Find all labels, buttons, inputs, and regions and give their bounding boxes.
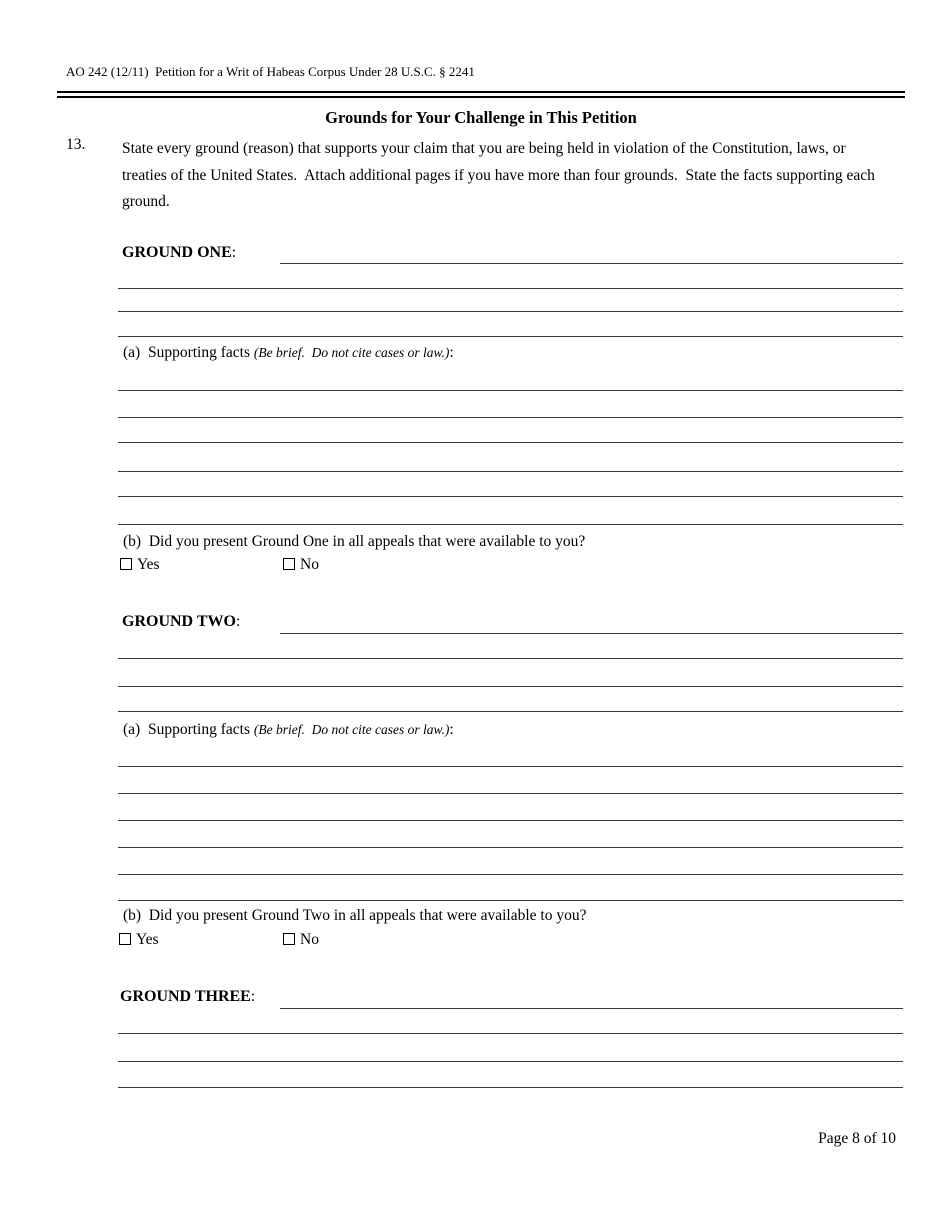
ground-one-write-line[interactable] <box>118 311 903 312</box>
ground-two-facts-line[interactable] <box>118 847 903 848</box>
ground-three-write-line[interactable] <box>118 1087 903 1088</box>
ground-one-title-field[interactable] <box>280 246 903 264</box>
ground-one-facts-line[interactable] <box>118 417 903 418</box>
supporting-facts-colon: : <box>449 721 454 738</box>
ground-one-supporting-facts-label <box>123 344 454 362</box>
ground-two-write-line[interactable] <box>118 658 903 659</box>
ground-one-yes-label: Yes <box>137 556 160 573</box>
ground-one-facts-line[interactable] <box>118 390 903 391</box>
ground-one-write-line[interactable] <box>118 288 903 289</box>
ground-two-facts-line[interactable] <box>118 793 903 794</box>
ground-one-facts-line[interactable] <box>118 471 903 472</box>
ground-one-facts-line[interactable] <box>118 442 903 443</box>
page-number: Page 8 of 10 <box>818 1130 896 1147</box>
ground-two-write-line[interactable] <box>118 711 903 712</box>
supporting-facts-prefix: (a) Supporting facts <box>123 344 254 361</box>
ground-one-heading <box>122 244 236 262</box>
ground-two-label: GROUND TWO <box>122 613 236 630</box>
ground-one-yes-checkbox[interactable] <box>120 558 132 570</box>
supporting-facts-colon: : <box>449 344 454 361</box>
ground-two-facts-line[interactable] <box>118 900 903 901</box>
ground-two-title-field[interactable] <box>280 616 903 634</box>
ground-two-facts-line[interactable] <box>118 766 903 767</box>
section-title: Grounds for Your Challenge in This Petition <box>325 108 637 127</box>
ground-three-title-field[interactable] <box>280 991 903 1009</box>
ground-one-label: GROUND ONE <box>122 244 232 261</box>
ground-two-facts-line[interactable] <box>118 874 903 875</box>
ground-one-facts-line[interactable] <box>118 496 903 497</box>
ground-two-colon: : <box>235 613 241 630</box>
ground-two-supporting-facts-label <box>123 721 454 739</box>
ground-two-no-label: No <box>300 931 319 948</box>
ground-one-facts-line[interactable] <box>118 524 903 525</box>
ground-two-appeal-question: (b) Did you present Ground Two in all appeals that were available to you? <box>123 907 587 924</box>
ground-two-write-line[interactable] <box>118 686 903 687</box>
ground-two-no-checkbox[interactable] <box>283 933 295 945</box>
ground-three-colon: : <box>250 988 256 1005</box>
supporting-facts-note: (Be brief. Do not cite cases or law.) <box>253 345 450 360</box>
supporting-facts-prefix: (a) Supporting facts <box>123 721 254 738</box>
form-header: AO 242 (12/11) Petition for a Writ of Habeas Corpus Under 28 U.S.C. § 2241 <box>66 64 475 79</box>
item-13-number: 13. <box>66 136 86 153</box>
ground-two-heading <box>122 613 240 631</box>
ground-three-write-line[interactable] <box>118 1033 903 1034</box>
ground-one-no-checkbox[interactable] <box>283 558 295 570</box>
ground-three-write-line[interactable] <box>118 1061 903 1062</box>
ground-one-appeal-question: (b) Did you present Ground One in all appeals that were available to you? <box>123 533 586 550</box>
ground-two-yes-label: Yes <box>136 931 159 948</box>
item-13-instructions: State every ground (reason) that supports your claim that you are being held in violation of the Constitution, laws, or treaties of the United States. Attach additional pages if you have more than four grounds. State the facts supporting each ground. <box>122 140 879 210</box>
ground-three-heading <box>120 988 255 1006</box>
ground-one-no-label: No <box>300 556 319 573</box>
ground-two-yes-checkbox[interactable] <box>119 933 131 945</box>
header-divider <box>57 91 905 98</box>
ground-two-facts-line[interactable] <box>118 820 903 821</box>
ground-one-write-line[interactable] <box>118 336 903 337</box>
supporting-facts-note: (Be brief. Do not cite cases or law.) <box>253 722 450 737</box>
ground-three-label: GROUND THREE <box>120 988 251 1005</box>
ground-one-colon: : <box>231 244 237 261</box>
